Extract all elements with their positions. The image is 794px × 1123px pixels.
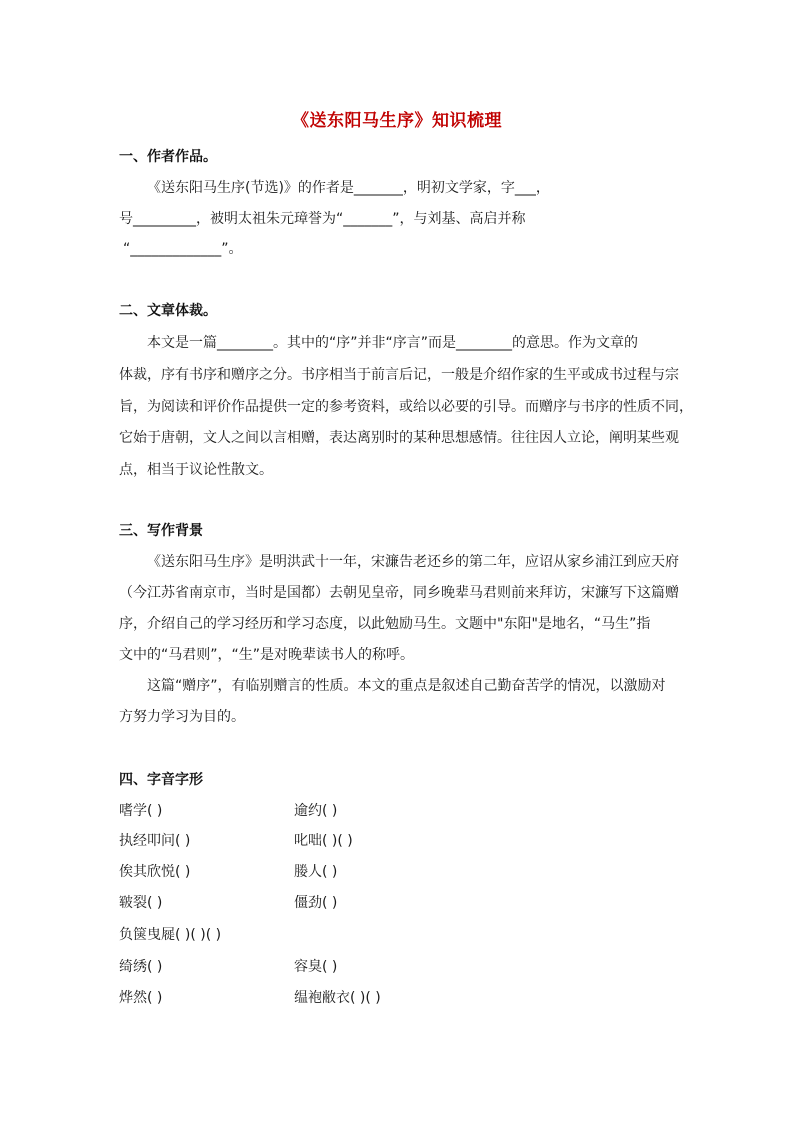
- vocab-item: 缊袍敝衣( )( ): [294, 990, 381, 1006]
- vocab-item: 烨然( ): [119, 990, 163, 1006]
- document-title: 《送东阳马生序》知识梳理: [292, 111, 502, 131]
- vocab-item: 绮绣( ): [119, 959, 163, 975]
- vocab-item: 执经叩问( ): [119, 833, 191, 849]
- section-line: 本文是一篇________。其中的“序”并非“序言”而是________的意思。作为文章的: [147, 335, 639, 351]
- section-line: 号_________，被明太祖朱元璋誉为“_______”，与刘基、高启并称: [119, 211, 526, 227]
- section-heading-genre: 二、文章体裁。: [119, 303, 217, 319]
- section-line: 体裁，序有书序和赠序之分。书序相当于前言后记，一般是介绍作家的生平或成书过程与宗: [119, 367, 679, 383]
- section-line: 序，介绍自己的学习经历和学习态度，以此勉励马生。文题中"东阳"是地名，“马生”指: [119, 616, 651, 632]
- section-line: 旨，为阅读和评价作品提供一定的参考资料，或给以必要的引导。而赠序与书序的性质不同，: [119, 399, 693, 415]
- vocab-item: 负箧曳屣( )( )( ): [119, 927, 222, 943]
- section-heading-vocab: 四、字音字形: [119, 772, 203, 788]
- section-line: 《送东阳马生序》是明洪武十一年，宋濂告老还乡的第二年，应诏从家乡浦江到应天府: [147, 554, 679, 570]
- vocab-item: 嗜学( ): [119, 803, 163, 819]
- section-line: （今江苏省南京市，当时是国都）去朝见皇帝，同乡晚辈马君则前来拜访，宋濂写下这篇赠: [119, 585, 679, 601]
- vocab-item: 僵劲( ): [294, 895, 338, 911]
- section-heading-author: 一、作者作品。: [119, 149, 217, 165]
- section-heading-background: 三、写作背景: [119, 523, 203, 539]
- section-line: 《送东阳马生序(节选)》的作者是_______，明初文学家，字___，: [147, 180, 550, 196]
- section-line: 这篇“赠序”，有临别赠言的性质。本文的重点是叙述自己勤奋苦学的情况，以激励对: [147, 678, 666, 694]
- section-line: 文中的“马君则”，“生”是对晚辈读书人的称呼。: [119, 647, 415, 663]
- section-line: 它始于唐朝，文人之间以言相赠，表达离别时的某种思想感情。往往因人立论，阐明某些观: [119, 430, 679, 446]
- vocab-item: 容臭( ): [294, 959, 338, 975]
- section-line: 方努力学习为目的。: [119, 709, 245, 725]
- section-line: 点，相当于议论性散文。: [119, 462, 273, 478]
- vocab-item: 媵人( ): [294, 864, 338, 880]
- vocab-item: 叱咄( )( ): [294, 833, 353, 849]
- vocab-item: 俟其欣悦( ): [119, 864, 191, 880]
- vocab-item: 皲裂( ): [119, 895, 163, 911]
- section-line: “_____________”。: [123, 241, 243, 257]
- vocab-item: 逾约( ): [294, 803, 338, 819]
